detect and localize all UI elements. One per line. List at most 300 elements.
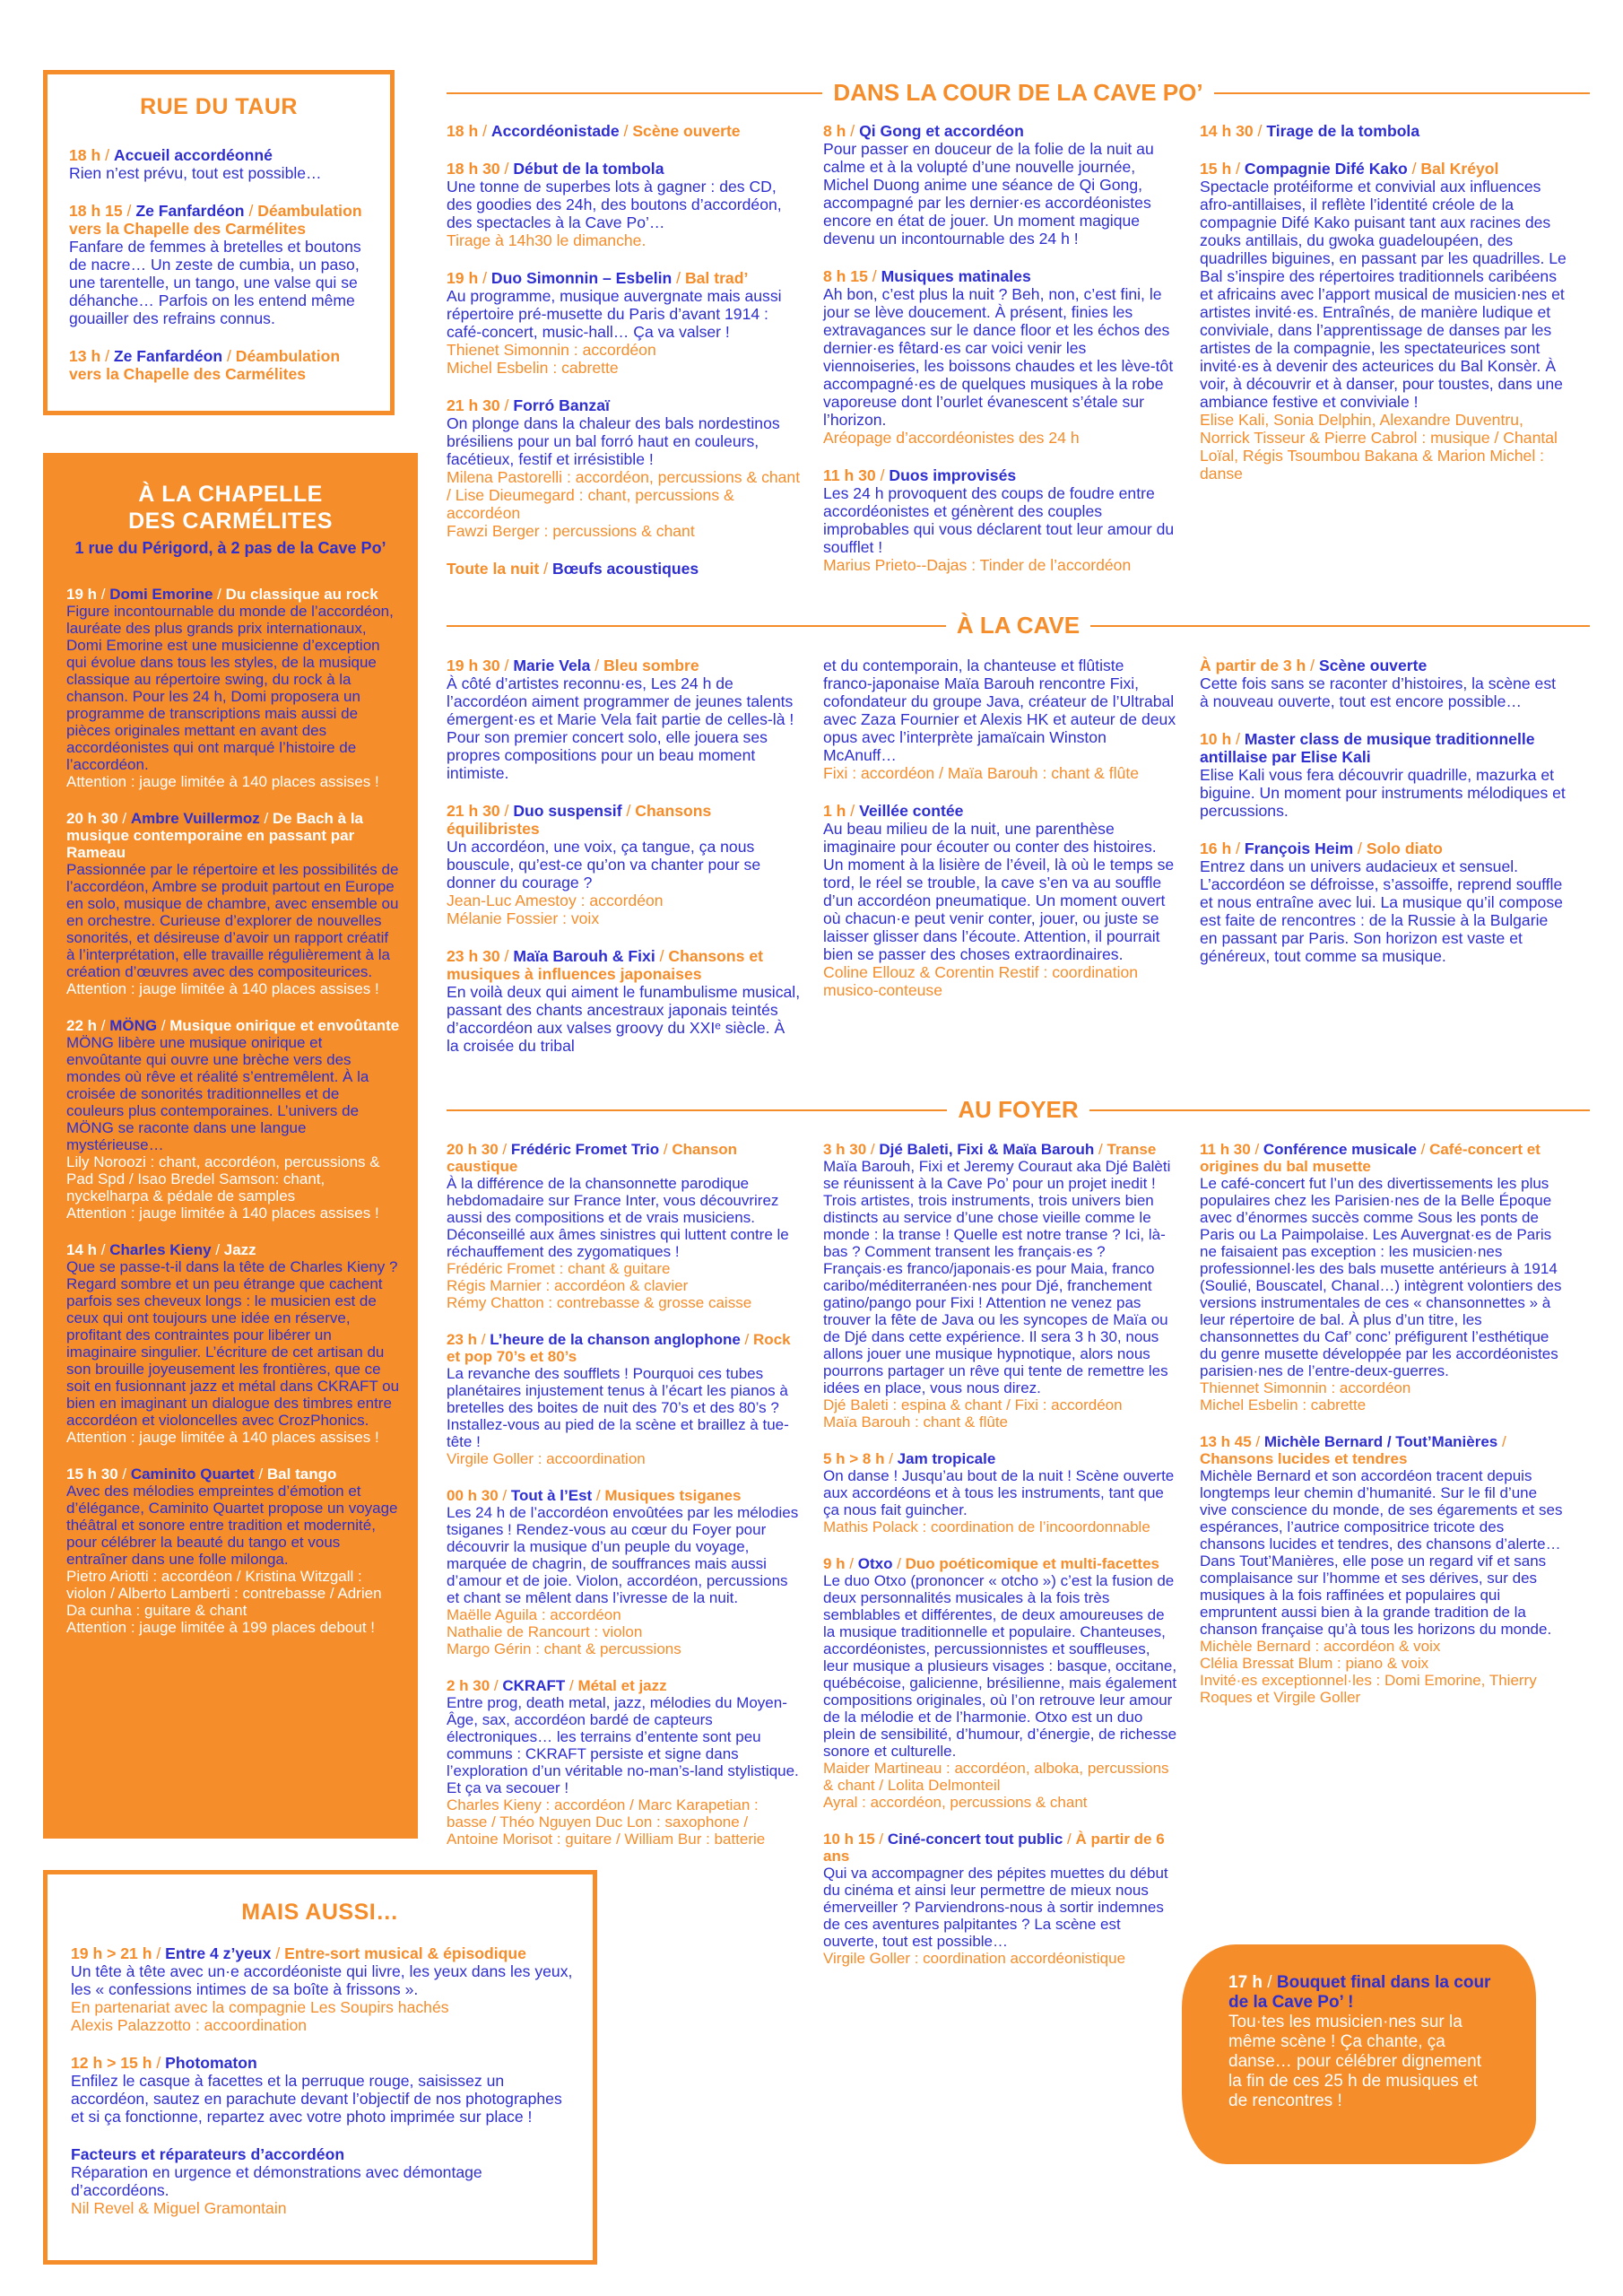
event-heading (69, 202, 374, 238)
event-description: Au beau milieu de la nuit, une parenthèse imaginaire pour écouter ou conter des histoires. Un moment à la lisière de l’éveil, là où le temps se tord, le réel se trouble, la cave s’en va au souffle d’un accordéon pneumatique. Un moment ouvert où chacun·e peut venir conter, jouer, ou juste se laisser glisser dans l’écoute. Attention, il pourrait bien se passer des choses extraordinaires. (823, 820, 1175, 963)
event-item (66, 1241, 400, 1446)
separator: / (846, 802, 860, 820)
event-credits: Tirage à 14h30 le dimanche. (447, 231, 647, 249)
event-time: 15 h 30 (66, 1465, 118, 1483)
event-item (823, 1450, 1177, 1535)
event-description: Réparation en urgence et démonstrations avec démontage d’accordéons. (71, 2163, 482, 2199)
event-credits: Virgile Goller : coordination accordéonistique (823, 1950, 1126, 1967)
chapelle-title-2: DES CARMÉLITES (128, 509, 333, 534)
separator: / (117, 810, 131, 827)
event-description: Entrez dans un univers audacieux et sensuel. L’accordéon se défroisse, s’assoiffe, reprend souffle et nous entraîne avec lui. La musique qu’il compose est faite de rencontres : de la Russie à la Bulgarie en passant par Paris. Son horizon est vaste et généreux, tout comme sa musique. (1200, 857, 1563, 965)
event-heading (823, 802, 1177, 820)
separator: / (259, 810, 273, 827)
event-description: Un tête à tête avec un·e accordéoniste qui livre, les yeux dans les yeux, les « confessions intimes de sa boîte à frissons ». (71, 1962, 573, 1998)
event-description: Passionnée par le répertoire et les possibilités de l’accordéon, Ambre se produit partout en Europe en solo, musique de chambre, avec ensemble ou en orchestre. Curieuse d’explorer de nouvelles sonorités, et désireuse d’avoir un rapport créatif à l’interprétation, elle travaille régulièrement à la création d’œuvres avec des compositeurices. (66, 861, 399, 980)
event-genre: Jazz (223, 1241, 256, 1258)
chapelle-box (43, 453, 418, 1839)
final-desc: Tou·tes les musicien·nes sur la même scène ! Ça chante, ça danse… pour célébrer dignement la fin de ces 25 h de musiques et de rencontres ! (1228, 2013, 1482, 2110)
event-credits: Maëlle Aguila : accordéon Nathalie de Rancourt : violon Margo Gérin : chant & percussions (447, 1606, 681, 1657)
event-title: CKRAFT (502, 1677, 566, 1694)
event-description: Les 24 h provoquent des coups de foudre entre accordéonistes et génèrent des couples improbables qui vous déclarent tout leur amour du soufflet ! (823, 484, 1175, 556)
event-genre: Rock et pop 70’s et 80’s (447, 1331, 791, 1365)
event-title: Début de la tombola (513, 160, 664, 178)
event-time: Toute la nuit (447, 560, 540, 578)
event-item (66, 586, 400, 790)
event-item (69, 146, 374, 182)
event-description: Michèle Bernard et son accordéon tracent depuis longtemps leur chemin d’humanité. Sur le fil d’une vive conscience du monde, de ses égarements et ses espérances, l’autrice compositrice tricote des chansons lucides et tendres, des chansons d’alerte… Dans Tout’Manières, elle pose un regard vif et sans complaisance sur l’homme et ses dérives, sur des musiques à la fois raffinées et populaires qui empruntent aussi bien à la grande tradition de la chanson française qu’à tous les horizons du monde. (1200, 1467, 1563, 1638)
separator: / (1231, 160, 1245, 178)
rue-du-taur-list (69, 146, 374, 403)
event-title: Caminito Quartet (130, 1465, 255, 1483)
event-time: 11 h 30 (823, 466, 876, 484)
foyer-section-header (447, 1096, 1590, 1124)
event-time: 8 h 15 (823, 267, 868, 285)
event-heading (66, 1465, 400, 1483)
separator: / (619, 122, 633, 140)
event-credits: Mathis Polack : coordination de l’incoordonnable (823, 1518, 1150, 1535)
separator: / (117, 1465, 131, 1483)
event-time: 19 h > 21 h (71, 1944, 152, 1962)
event-time: 18 h 15 (69, 202, 123, 220)
event-credits: Fixi : accordéon / Maïa Barouh : chant & flûte (823, 764, 1140, 782)
event-genre: À partir de 6 ans (823, 1831, 1165, 1865)
event-genre: Déambulation vers la Chapelle des Carmélites (69, 347, 341, 383)
event-time: 1 h (823, 802, 846, 820)
event-description: Spectacle protéiforme et convivial aux influences afro-antillaises, il reflète l’identité créole de la compagnie Difé Kako puisant tant aux racines des zouks antillais, du gwoka guadeloupéen, des quadrilles biguines, en passant par les quadrilles. Le Bal s’inspire des répertoires traditionnels caribéens et africains avec l’apport musical de musicien·nes et artistes invité·es. Entraînés, de manière ludique et conviviale, dans l’apprentissage de danses par les artistes de la compagnie, les spectateurices sont invité·es à devenir des acteurices du Bal Konsèr. À voir, à découvrir et à danser, pour toustes, dans une ambiance festive et conviviale ! (1200, 178, 1567, 411)
event-time: 9 h (823, 1555, 846, 1572)
event-credits: Milena Pastorelli : accordéon, percussions & chant / Lise Dieumegard : chant, percussions & accordéon Fawzi Berger : percussions & chant (447, 468, 801, 540)
event-heading (1200, 160, 1567, 178)
event-title: Forró Banzaï (513, 396, 610, 414)
rue-du-taur-title: RUE DU TAUR (140, 94, 298, 119)
event-item (66, 1017, 400, 1222)
event-title: Accueil accordéonné (113, 146, 273, 164)
event-genre: Chansons et musiques à influences japonaises (447, 947, 763, 983)
event-time: 18 h (69, 146, 101, 164)
event-description: Fanfare de femmes à bretelles et boutons de nacre… Un zeste de cumbia, un paso, une tarentelle, un tango, une valse qui se déhanche… Parfois on les entend même gouailler des refrains connus. (69, 238, 361, 327)
separator: / (1353, 839, 1367, 857)
event-title: Maïa Barouh & Fixi (513, 947, 655, 965)
separator: / (499, 160, 514, 178)
event-title: Michèle Bernard / Tout’Manières (1263, 1433, 1498, 1450)
event-title: Ciné-concert tout public (887, 1831, 1063, 1848)
event-credits: Frédéric Fromet : chant & guitare Régis Marnier : accordéon & clavier Rémy Chatton : contrebasse & grosse caisse (447, 1260, 752, 1311)
event-title: Master class de musique traditionnelle antillaise par Elise Kali (1200, 730, 1535, 766)
event-time: 15 h (1200, 160, 1232, 178)
separator: / (157, 1017, 170, 1034)
separator: / (1063, 1831, 1076, 1848)
separator: / (1231, 730, 1245, 748)
event-genre: Déambulation vers la Chapelle des Carmélites (69, 202, 362, 238)
separator: / (499, 657, 514, 674)
cour-col-3 (1200, 122, 1567, 502)
event-heading (1200, 839, 1567, 857)
cour-col-2 (823, 122, 1177, 594)
event-title: Veillée contée (859, 802, 964, 820)
event-description: Cette fois sans se raconter d’histoires, la scène est à nouveau ouverte, tout est encore possible… (1200, 674, 1557, 710)
event-genre: Duo poéticomique et multi-facettes (905, 1555, 1160, 1572)
separator: / (244, 202, 258, 220)
event-heading (71, 2145, 573, 2163)
event-description: Que se passe-t-il dans la tête de Charles Kieny ? Regard sombre et un peu étrange que cachent parfois ses cheveux longs : le musicien est de ceux qui ont toujours une idée en réserve, profitant des contraintes pour libérer un imaginaire singulier. L’écriture de cet artisan du son brouille joyeusement les frontières, que ce soit en fusionnant jazz et métal dans CKRAFT ou bien en imaginant un dialogue des timbres entre accordéon et violoncelles avec CrozPhonics. (66, 1258, 400, 1429)
separator: / (1253, 122, 1267, 140)
event-item (71, 2145, 573, 2217)
event-genre: Solo diato (1366, 839, 1443, 857)
event-credits: Coline Ellouz & Corentin Restif : coordination musico-conteuse (823, 963, 1139, 999)
event-description: En voilà deux qui aiment le funambulisme musical, passant des chants ancestraux japonais teintés d’accordéon aux valses groovy du XXIᵉ siècle. À la croisée du tribal (447, 983, 801, 1055)
event-item (447, 802, 801, 927)
separator: / (539, 560, 552, 578)
event-heading (447, 160, 801, 178)
event-title: Musiques matinales (881, 267, 1031, 285)
foyer-col-2 (823, 1141, 1177, 1987)
cour-col-1 (447, 122, 801, 597)
event-time: 14 h (66, 1241, 98, 1258)
event-credits: Attention : jauge limitée à 140 places assises ! (66, 773, 379, 790)
event-genre: De Bach à la musique contemporaine en passant par Rameau (66, 810, 364, 861)
chapelle-subtitle: 1 rue du Périgord, à 2 pas de la Cave Po’ (74, 539, 386, 557)
cave-rule (447, 625, 946, 627)
event-title: Otxo (857, 1555, 893, 1572)
separator: / (590, 657, 604, 674)
event-heading (66, 810, 400, 861)
event-heading (66, 1017, 400, 1034)
event-credits: Thienet Simonnin : accordéon Michel Esbelin : cabrette (447, 341, 656, 377)
event-item (71, 1944, 573, 2034)
event-heading (823, 122, 1177, 140)
separator: / (1094, 1141, 1107, 1158)
event-title: Duos improvisés (889, 466, 1017, 484)
event-title: Jam tropicale (897, 1450, 996, 1467)
event-title: Ambre Vuillermoz (130, 810, 260, 827)
event-time: 21 h 30 (447, 396, 500, 414)
cour-rule (447, 92, 822, 94)
separator: / (655, 947, 669, 965)
event-heading (447, 802, 801, 838)
separator: / (498, 1141, 511, 1158)
event-title: Facteurs et réparateurs d’accordéon (71, 2145, 345, 2163)
event-heading (447, 122, 801, 140)
event-description: Rien n’est prévu, tout est possible… (69, 164, 322, 182)
separator: / (152, 1944, 166, 1962)
cour-section-header (447, 79, 1590, 107)
event-credits: Marius Prieto--Dajas : Tinder de l’accordéon (823, 556, 1132, 574)
event-time: 3 h 30 (823, 1141, 867, 1158)
event-title: Marie Vela (513, 657, 591, 674)
separator: / (1416, 1141, 1430, 1158)
event-item (447, 657, 801, 782)
event-description: Entre prog, death metal, jazz, mélodies du Moyen-Âge, sax, accordéon bardé de capteurs électroniques… les terrains d’entente sont peu communs : CKRAFT persiste et signe dans l’exploration d’un véritable no-man’s-land stylistique. Et ça va secouer ! (447, 1694, 799, 1796)
event-heading (447, 269, 801, 287)
event-time: 18 h 30 (447, 160, 500, 178)
separator: / (874, 1831, 888, 1848)
event-description: À la différence de la chansonnette parodique hebdomadaire sur France Inter, vous découvrirez aussi des compositions et de vrais musiciens. Déconseillé aux âmes sinistres qui luttent contre le réchauffement des zygomatiques ! (447, 1175, 789, 1260)
event-time: 13 h (69, 347, 101, 365)
mais-aussi-list (71, 1944, 573, 2237)
event-title: Charles Kieny (109, 1241, 212, 1258)
cave-col-1 (447, 657, 801, 1074)
separator: / (659, 1141, 673, 1158)
event-credits: Lily Noroozi : chant, accordéon, percussions & Pad Spd / Isao Bredel Samson: chant, nyckelharpa & pédale de samples Attention : jauge limitée à 140 places assises ! (66, 1153, 380, 1222)
event-heading (447, 657, 801, 674)
event-genre: Bal trad’ (684, 269, 749, 287)
event-title: Qi Gong et accordéon (859, 122, 1024, 140)
event-item (1200, 122, 1567, 140)
cour-rule-right (1214, 92, 1590, 94)
bouquet-final-text: 17 h / Bouquet final dans la cour de la Cave Po’ ! Tou·tes les musicien·nes sur la même scène ! Ça chante, ça danse… pour célébrer dignement la fin de ces 25 h de musiques et de rencontres ! (1228, 1973, 1497, 2111)
separator: / (499, 947, 514, 965)
event-item (69, 347, 374, 383)
separator: / (892, 1555, 906, 1572)
event-heading (447, 560, 801, 578)
event-item (447, 396, 801, 540)
event-item (69, 202, 374, 327)
event-title: Frédéric Fromet Trio (510, 1141, 660, 1158)
event-item (447, 269, 801, 377)
cave-section-header (447, 612, 1590, 639)
event-time: 23 h (447, 1331, 478, 1348)
event-time: 16 h (1200, 839, 1232, 857)
separator: / (478, 122, 491, 140)
event-time: 12 h > 15 h (71, 2054, 152, 2072)
event-heading (447, 1141, 801, 1175)
event-heading (823, 267, 1177, 285)
event-item (66, 1465, 400, 1636)
event-credits: Thiennet Simonnin : accordéon Michel Esbelin : cabrette (1200, 1379, 1411, 1413)
event-heading (823, 466, 1177, 484)
foyer-title: AU FOYER (958, 1096, 1079, 1123)
separator: / (499, 396, 514, 414)
event-time: 22 h (66, 1017, 98, 1034)
rue-du-taur-box (43, 70, 395, 415)
event-item (447, 560, 801, 578)
event-credits: En partenariat avec la compagnie Les Soupirs hachés Alexis Palazzotto : accoordination (71, 1998, 449, 2034)
separator: / (1251, 1433, 1264, 1450)
event-item (823, 802, 1177, 999)
event-description: Pour passer en douceur de la folie de la nuit au calme et à la volupté d’une nouvelle journée, Michel Duong anime une séance de Qi Gong, accompagné par les dernier·es accordéonistes encore en état de jouer. Un moment magique devenu un incontournable des 24 h ! (823, 140, 1154, 248)
event-time: 2 h 30 (447, 1677, 490, 1694)
event-item (1200, 730, 1567, 820)
final-title: Bouquet final dans la cour de la Cave Po’ ! (1228, 1973, 1491, 2012)
foyer-rule-right (1089, 1109, 1590, 1111)
event-credits: Virgile Goller : accoordination (447, 1450, 646, 1467)
event-genre: Bleu sombre (603, 657, 699, 674)
separator: / (592, 1487, 605, 1504)
event-credits: Charles Kieny : accordéon / Marc Karapetian : basse / Théo Nguyen Duc Lon : saxophone / Antoine Morisot : guitare / William Bur : batterie (447, 1796, 766, 1848)
event-heading (1200, 657, 1567, 674)
event-description: Avec des mélodies empreintes d’émotion et d’élégance, Caminito Quartet propose un voyage théâtral et sonore entre tradition et modernité, pour célébrer la beauté du tango et vous entraîner dans une folle milonga. (66, 1483, 398, 1568)
foyer-col-1 (447, 1141, 801, 1867)
event-time: 19 h (447, 269, 479, 287)
event-description: On plonge dans la chaleur des bals nordestinos brésiliens pour un bal forró haut en couleurs, facétieux, festif et irrésistible ! (447, 414, 780, 468)
event-heading (447, 947, 801, 983)
event-credits: Nil Revel & Miguel Gramontain (71, 2199, 287, 2217)
event-title: Conférence musicale (1263, 1141, 1417, 1158)
event-title: MÖNG (109, 1017, 158, 1034)
event-description: Les 24 h de l’accordéon envoûtées par les mélodies tsiganes ! Rendez-vous au cœur du Foyer pour découvrir la musique d’un peuple du voyage, marquée de chagrin, de souffrances mais aussi d’amour et de joie. Violon, accordéon, percussions et chant se mêlent dans l’ivresse de la nuit. (447, 1504, 799, 1606)
separator: / (490, 1677, 503, 1694)
mais-aussi-box (43, 1870, 597, 2265)
bouquet-final-blob (1182, 1944, 1536, 2164)
separator: / (1497, 1433, 1506, 1450)
chapelle-list (66, 586, 400, 1656)
event-genre: Chanson caustique (447, 1141, 738, 1175)
event-heading (71, 2054, 573, 2072)
event-title: Photomaton (165, 2054, 257, 2072)
event-time: 8 h (823, 122, 846, 140)
separator: / (1250, 1141, 1263, 1158)
foyer-rule (447, 1109, 947, 1111)
separator: / (1407, 160, 1421, 178)
separator: / (100, 347, 114, 365)
event-description: La revanche des soufflets ! Pourquoi ces tubes planétaires injustement tenus à l’écart les pianos à bretelles des boites de nuit des 70’s et des 80’s ? Installez-vous au pied de la scène et braillez à tue-tête ! (447, 1365, 789, 1450)
event-item (447, 947, 801, 1055)
event-item (1200, 657, 1567, 710)
event-heading (823, 1141, 1177, 1158)
separator: / (211, 1241, 224, 1258)
separator: / (1231, 839, 1245, 857)
event-time: 21 h 30 (447, 802, 500, 820)
event-genre: Musiques tsiganes (604, 1487, 742, 1504)
separator: / (97, 1017, 110, 1034)
event-heading (1200, 730, 1567, 766)
event-item (447, 1141, 801, 1311)
event-time: 20 h 30 (447, 1141, 499, 1158)
event-item (71, 2054, 573, 2126)
event-title: Tout à l’Est (510, 1487, 593, 1504)
event-description: Ah bon, c’est plus la nuit ? Beh, non, c’est fini, le jour se lève doucement. À présent, finies les extravagances sur le dance floor et les échos des dernier·es fêtard·es car voici venir les viennoiseries, les boissons chaudes et les lève-tôt accompagné·es de quelques musiques à la robe vaporeuse dont l’ourlet évanescent s’étale sur l’horizon. (823, 285, 1174, 429)
event-item (823, 1141, 1177, 1431)
event-time: 11 h 30 (1200, 1141, 1251, 1158)
event-credits: Pietro Ariotti : accordéon / Kristina Witzgall : violon / Alberto Lamberti : contrebasse / Adrien Da cunha : guitare & chant Attention : jauge limitée à 199 places debout ! (66, 1568, 382, 1636)
event-item (66, 810, 400, 997)
event-title: François Heim (1244, 839, 1354, 857)
event-heading (66, 1241, 400, 1258)
separator: / (97, 586, 110, 603)
cave-col-2 (823, 657, 1177, 1019)
event-heading (71, 1944, 573, 1962)
separator: / (845, 1555, 858, 1572)
event-genre: Musique onirique et envoûtante (169, 1017, 400, 1034)
separator: / (499, 802, 514, 820)
separator: / (478, 269, 491, 287)
event-item (1200, 1433, 1567, 1706)
separator: / (254, 1465, 267, 1483)
event-genre: Bal Kréyol (1420, 160, 1499, 178)
event-genre: Café-concert et origines du bal musette (1200, 1141, 1541, 1175)
event-description: Elise Kali vous fera découvrir quadrille, mazurka et biguine. Un moment pour instruments mélodiques et percussions. (1200, 766, 1566, 820)
event-heading (823, 1450, 1177, 1467)
event-credits: Maider Martineau : accordéon, alboka, percussions & chant / Lolita Delmonteil Ayral : accordéon, percussions & chant (823, 1760, 1169, 1811)
event-title: Compagnie Difé Kako (1244, 160, 1408, 178)
event-credits: Aréopage d’accordéonistes des 24 h (823, 429, 1080, 447)
cave-title: À LA CAVE (956, 612, 1081, 639)
event-item (823, 1831, 1177, 1967)
event-heading (69, 146, 374, 164)
event-time: 19 h 30 (447, 657, 500, 674)
event-credits: Attention : jauge limitée à 140 places assises ! (66, 1429, 379, 1446)
event-item (1200, 160, 1567, 483)
event-title: Duo Simonnin – Esbelin (490, 269, 673, 287)
event-title: Duo suspensif (513, 802, 622, 820)
event-description: Qui va accompagner des pépites muettes du début du cinéma et ainsi leur permettre de mieux nous émerveiller ? Parviendrons-nous à sortir indemnes de ces aventures palpitantes ? La scène est ouverte, tout est possible… (823, 1865, 1168, 1950)
event-credits: Elise Kali, Sonia Delphin, Alexandre Duventru, Norrick Tisseur & Pierre Cabrol : musique / Chantal Loïal, Régis Tsoumbou Bakana & Marion Michel : danse (1200, 411, 1558, 483)
event-credits: Michèle Bernard : accordéon & voix Clélia Bressat Blum : piano & voix Invité·es exceptionnel·les : Domi Emorine, Thierry Roques et Virgile Goller (1200, 1638, 1537, 1706)
event-time: 18 h (447, 122, 479, 140)
event-credits: Attention : jauge limitée à 140 places assises ! (66, 980, 379, 997)
event-credits: Jean-Luc Amestoy : accordéon Mélanie Fossier : voix (447, 891, 664, 927)
event-heading (1200, 1141, 1567, 1175)
event-title: Entre 4 z’yeux (165, 1944, 272, 1962)
event-title: Accordéonistade (490, 122, 620, 140)
separator: / (97, 1241, 110, 1258)
event-description: Le café-concert fut l’un des divertissements les plus populaires chez les Parisien·nes de la Belle Époque avec d’énormes succès comme Sous les ponts de Paris ou La Paimpolaise. Les Auvergnat·es de Paris ne faisaient pas exception : les musicien·nes professionnel·les des bals musette antérieurs à 1914 (Soulié, Bouscatel, Chanal…) intègrent volontiers des versions instrumentales de ces « chansonnettes » à leur répertoire de bal. À plus d’un titre, les chansonnettes du Caf’ conc’ préfigurent l’esthétique du genre musette développée par les accordéonistes parisien·nes de l’entre-deux-guerres. (1200, 1175, 1562, 1379)
event-genre: Transe (1107, 1141, 1157, 1158)
event-item (447, 1487, 801, 1657)
event-genre: Entre-sort musical & épisodique (284, 1944, 526, 1962)
chapelle-title-1: À LA CHAPELLE (138, 482, 323, 507)
event-time: 5 h > 8 h (823, 1450, 885, 1467)
separator: / (100, 146, 114, 164)
separator: / (1306, 657, 1319, 674)
event-description: Une tonne de superbes lots à gagner : des CD, des goodies des 24h, des boutons d’accordéon, des spectacles à la Cave Po’… (447, 178, 782, 231)
event-time: 14 h 30 (1200, 122, 1254, 140)
event-genre: Chansons lucides et tendres (1200, 1450, 1408, 1467)
separator: / (846, 122, 860, 140)
event-item (823, 267, 1177, 447)
event-heading (1200, 1433, 1567, 1467)
separator: / (565, 1677, 578, 1694)
event-item (1200, 1141, 1567, 1413)
separator: / (884, 1450, 898, 1467)
final-time: 17 h (1228, 1973, 1263, 1992)
cave-col-3 (1200, 657, 1567, 985)
event-genre: Bal tango (266, 1465, 337, 1483)
event-time: 10 h 15 (823, 1831, 875, 1848)
separator: / (740, 1331, 753, 1348)
event-description: Au programme, musique auvergnate mais aussi répertoire pré-musette du Paris d’avant 1914 : café-concert, music-hall… Ça va valser ! (447, 287, 782, 341)
event-heading (69, 347, 374, 383)
event-description: À côté d’artistes reconnu·es, Les 24 h de l’accordéon aiment programmer de jeunes talents émergent·es et Marie Vela fait partie de celles-là ! Pour son premier concert solo, elle jouera ses propres compositions pour un beau moment intimiste. (447, 674, 794, 782)
event-description: On danse ! Jusqu’au bout de la nuit ! Scène ouverte aux accordéons et à tous les instruments, tant que ça nous fait guincher. (823, 1467, 1175, 1518)
event-heading (66, 586, 400, 603)
event-item (823, 1555, 1177, 1811)
separator: / (122, 202, 136, 220)
separator: / (866, 1141, 880, 1158)
separator: / (271, 1944, 285, 1962)
event-description: Figure incontournable du monde de l’accordéon, lauréate des plus grands prix internationaux, Domi Emorine est une musicienne d’exception qui évolue dans tous les styles, de la musique classique au répertoire swing, du rock à la chanson. Pour les 24 h, Domi proposera un programme de transcriptions mais aussi de pièces originales mettant en avant des accordéonistes qui ont marqué l’histoire de l’accordéon. (66, 603, 394, 773)
event-title: L’heure de la chanson anglophone (490, 1331, 741, 1348)
event-genre: Scène ouverte (632, 122, 741, 140)
event-title: Scène ouverte (1318, 657, 1428, 674)
event-item (823, 657, 1177, 782)
event-title: Tirage de la tombola (1266, 122, 1420, 140)
event-item (823, 122, 1177, 248)
event-item (447, 1677, 801, 1848)
event-title: Domi Emorine (109, 586, 213, 603)
event-item (447, 160, 801, 249)
cave-rule-right (1090, 625, 1590, 627)
event-description: Maïa Barouh, Fixi et Jeremy Couraut aka Djé Balèti se réunissent à la Cave Po’ pour un projet inedit ! Trois artistes, trois instruments, trois univers bien distincts au service d’une chose vieille comme le monde : la transe ! Quelle est notre transe ? Ici, là-bas ? Comment transent les français·es ? Français·es franco/japonais·es pour Maia, franco caribo/méditerranéen·nes pour Djé, franchement gatino/pango pour Fixi ! Attention ne venez pas trouver la fête de Java ou les syncopes de Maïa ou de Djé dans cette expérience. Il sera 3 h 30, nous allons jouer une musique hypnotique, alors nous pourrons partager un rêve qui tente de remettre les idées en place, vous nous direz. (823, 1158, 1171, 1396)
event-title: Bœufs acoustiques (551, 560, 699, 578)
separator: / (498, 1487, 511, 1504)
event-genre: Du classique au rock (225, 586, 378, 603)
separator: / (477, 1331, 490, 1348)
cour-title: DANS LA COUR DE LA CAVE PO’ (833, 79, 1203, 106)
event-title: Ze Fanfardéon (113, 347, 223, 365)
separator: / (152, 2054, 166, 2072)
event-title: Djé Baleti, Fixi & Maïa Barouh (879, 1141, 1095, 1158)
